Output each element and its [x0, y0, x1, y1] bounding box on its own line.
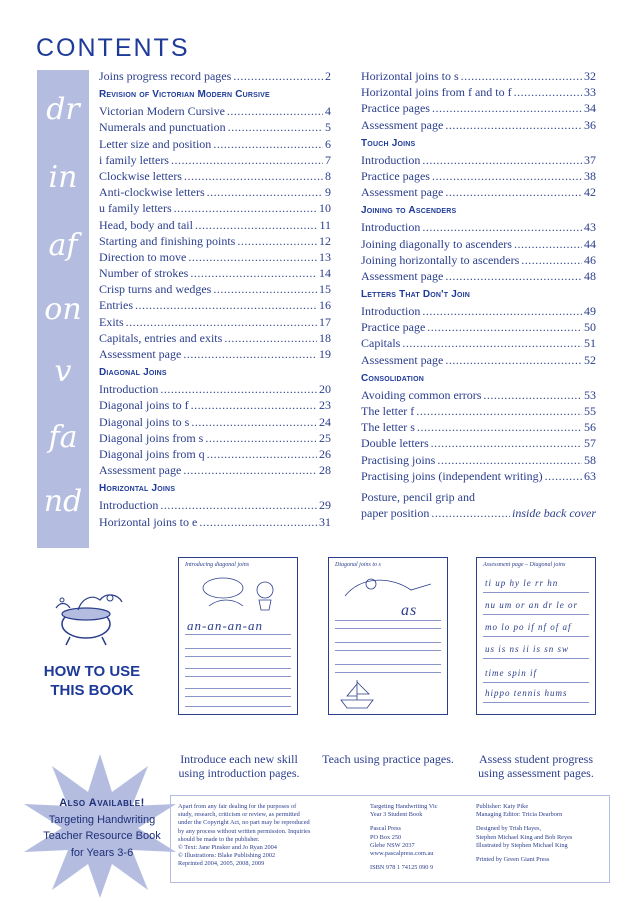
- dot-leader: [431, 505, 510, 521]
- imprint-line: Printed by Green Giant Press: [476, 856, 550, 864]
- toc-entry-page: 53: [584, 387, 596, 402]
- toc-entry: [361, 303, 596, 319]
- toc-entry: [99, 217, 331, 233]
- strip-letter: af: [48, 228, 78, 263]
- toc-entry-page: 20: [319, 382, 331, 397]
- sample-page-assessment: [476, 557, 596, 715]
- toc-entry: [361, 403, 596, 419]
- imprint-line: Targeting Handwriting Vic: [370, 803, 438, 810]
- toc-entry: [99, 297, 331, 313]
- toc-entry-page: 38: [584, 168, 596, 183]
- toc-entry-page: 10: [319, 201, 331, 216]
- imprint-line: should be made to the publisher.: [178, 835, 260, 843]
- toc-entry-page: 19: [319, 347, 331, 361]
- dot-leader: [445, 268, 582, 284]
- toc-entry: [99, 462, 331, 478]
- section-heading: Letters That Don't Join: [361, 289, 471, 301]
- toc-entry: [361, 387, 596, 403]
- toc-entry: [99, 68, 331, 84]
- imprint-line: Designed by Trish Hayes,: [476, 825, 542, 833]
- toc-entry: [99, 152, 331, 168]
- dot-leader: [174, 200, 317, 216]
- toc-entry: [361, 452, 596, 468]
- toc-entry-page: 42: [584, 185, 596, 200]
- cauldron-illustration: [48, 588, 130, 648]
- toc-entry: [99, 314, 331, 330]
- imprint-line: Glebe NSW 2037: [370, 841, 415, 849]
- dot-leader: [427, 319, 582, 335]
- toc-entry-label: Head, body and tail: [99, 217, 193, 232]
- toc-entry-page: 29: [319, 498, 331, 513]
- toc-entry: [361, 219, 596, 235]
- strip-letter: fa: [48, 420, 78, 455]
- toc-entry-label: Joining diagonally to ascenders: [361, 236, 512, 251]
- toc-entry-label: Capitals: [361, 336, 401, 351]
- dot-leader: [432, 100, 582, 116]
- strip-letter: dr: [46, 92, 80, 127]
- toc-entry: [361, 152, 596, 168]
- imprint-line: under the Copyright Act, no part may be reproduced: [178, 819, 310, 827]
- toc-entry-label: Avoiding common errors: [361, 387, 482, 402]
- toc-entry-page: 51: [584, 336, 596, 351]
- toc-entry-label: Assessment page: [99, 347, 182, 361]
- strip-letter: nd: [43, 484, 83, 519]
- toc-entry-page: 13: [319, 249, 331, 264]
- dot-leader: [190, 265, 317, 281]
- dot-leader: [160, 497, 317, 513]
- dot-leader: [228, 119, 323, 135]
- toc-entry: [361, 236, 596, 252]
- toc-entry-label: i family letters: [99, 152, 169, 167]
- toc-entry-label: Joining horizontally to ascenders: [361, 252, 520, 267]
- sample-cursive-text: time spin if: [485, 668, 537, 678]
- toc-entry-page: 36: [584, 117, 596, 132]
- toc-entry-label: Practising joins (independent writing): [361, 468, 543, 483]
- section-heading: Revision of Victorian Modern Cursive: [99, 89, 270, 101]
- toc-entry-label: Introduction: [361, 304, 421, 319]
- dot-leader: [422, 152, 582, 168]
- sample-page-header: Diagonal joins to s: [335, 562, 381, 568]
- toc-entry-page: 32: [584, 69, 596, 83]
- toc-entry-label: Diagonal joins from q: [99, 446, 205, 461]
- toc-entry: [361, 117, 596, 133]
- toc-entry-page: 58: [584, 452, 596, 467]
- toc-entry-page: 4: [325, 104, 331, 119]
- toc-entry: [99, 281, 331, 297]
- sample-cursive-text: us is ns ii is sn sw: [485, 644, 570, 654]
- toc-entry-label: The letter s: [361, 420, 415, 435]
- toc-entry-page: 48: [584, 268, 596, 283]
- how-to-use-heading: HOW TO USE THIS BOOK: [43, 663, 141, 699]
- dot-leader: [205, 430, 317, 446]
- sample-page-introduction: [178, 557, 298, 715]
- toc-entry-label: u family letters: [99, 201, 172, 216]
- sample-cursive-text: hippo tennis hums: [485, 688, 568, 698]
- caption-practice: Teach using practice pages.: [322, 752, 454, 766]
- toc-entry-label: Introduction: [99, 498, 159, 513]
- toc-entry: [99, 119, 331, 135]
- toc-entry-label: Assessment page: [361, 352, 444, 367]
- sample-illustration: [199, 572, 285, 612]
- toc-entry-label: Letter size and position: [99, 136, 212, 151]
- toc-entry: [99, 184, 331, 200]
- toc-entry: [361, 335, 596, 351]
- caption-assessment: Assess student progress using assessment pages.: [478, 752, 594, 780]
- toc-entry-page: 16: [319, 298, 331, 313]
- toc-entry-label: Capitals, entries and exits: [99, 330, 223, 345]
- dot-leader: [545, 468, 582, 484]
- cover-note: Posture, pencil grip and paper position ..... inside back cover: [361, 490, 596, 520]
- toc-entry-label: Numerals and punctuation: [99, 120, 226, 135]
- sample-page-practice: [328, 557, 448, 715]
- dot-leader: [199, 514, 317, 530]
- dot-leader: [445, 352, 582, 368]
- imprint-line: by any process without written permission. Inquiries: [178, 827, 311, 835]
- toc-entry-label: Diagonal joins from s: [99, 430, 204, 445]
- dot-leader: [224, 330, 317, 346]
- toc-entry-label: Anti-clockwise letters: [99, 185, 205, 200]
- toc-entry-page: 17: [319, 314, 331, 329]
- caption-introduction: Introduce each new skill using introduction pages.: [178, 752, 300, 780]
- toc-entry: [99, 414, 331, 430]
- toc-entry-page: 8: [325, 168, 331, 183]
- toc-entry-label: Assessment page: [99, 463, 182, 478]
- sample-cursive-text: ti up hy le rr hn: [485, 578, 559, 588]
- toc-entry-label: Introduction: [361, 220, 421, 235]
- toc-entry: [99, 346, 331, 362]
- toc-entry-label: Assessment page: [361, 117, 444, 132]
- dot-leader: [237, 233, 317, 249]
- toc-entry: [361, 268, 596, 284]
- dot-leader: [422, 219, 582, 235]
- imprint-line: www.pascalpress.com.au: [370, 850, 434, 858]
- dot-leader: [126, 314, 317, 330]
- dot-leader: [207, 446, 317, 462]
- toc-entry-label: Crisp turns and wedges: [99, 282, 212, 297]
- toc-entry: [361, 84, 596, 100]
- toc-entry: [99, 265, 331, 281]
- imprint-line: Reprinted 2004, 2005, 2008, 2009: [178, 860, 265, 868]
- toc-entry: [361, 100, 596, 116]
- toc-entry-page: 14: [319, 266, 331, 281]
- toc-entry-label: Assessment page: [361, 268, 444, 283]
- toc-entry-page: 43: [584, 220, 596, 235]
- strip-letter: in: [48, 160, 78, 195]
- section-heading: Horizontal Joins: [99, 483, 176, 495]
- toc-entry-label: Starting and finishing points: [99, 233, 236, 248]
- toc-entry-page: 56: [584, 420, 596, 435]
- dot-leader: [402, 335, 582, 351]
- dot-leader: [160, 381, 317, 397]
- dot-leader: [483, 387, 582, 403]
- toc-entry-label: The letter f: [361, 404, 415, 418]
- toc-entry-page: 33: [584, 85, 596, 100]
- toc-entry-page: 31: [319, 514, 331, 529]
- toc-entry-label: Double letters: [361, 436, 429, 451]
- sample-cursive-text: as: [401, 602, 418, 619]
- toc-entry: [361, 419, 596, 435]
- imprint-line: © Text: Jane Pinsker and Jo Ryan 2004: [178, 844, 277, 852]
- sample-cursive-text: nu um or an dr le or: [485, 600, 579, 610]
- toc-entry-page: 12: [319, 233, 331, 248]
- toc-entry-page: 6: [325, 136, 331, 151]
- imprint-line: Illustrated by Stephen Michael King: [476, 841, 568, 849]
- toc-entry-page: 25: [319, 430, 331, 445]
- sample-cursive-text: mo lo po if nf of af: [485, 622, 572, 632]
- toc-entry-label: Horizontal joins to s: [361, 69, 459, 83]
- section-heading: Joining to Ascenders: [361, 205, 457, 217]
- toc-entry-page: 63: [584, 468, 596, 483]
- toc-entry-page: 7: [325, 152, 331, 167]
- toc-entry: [99, 397, 331, 413]
- dot-leader: [431, 435, 582, 451]
- toc-entry-page: 2: [325, 69, 331, 83]
- toc-entry-label: Practice page: [361, 320, 426, 335]
- toc-entry-label: Diagonal joins to f: [99, 398, 189, 413]
- toc-entry-label: Introduction: [361, 152, 421, 167]
- toc-entry-label: Assessment page: [361, 185, 444, 200]
- imprint-line: ISBN 978 1 74125 090 9: [370, 864, 434, 872]
- ship-illustration: [337, 676, 377, 710]
- imprint-book-details: [370, 803, 438, 872]
- imprint-line: Stephen Michael King and Bob Reyes: [476, 833, 573, 841]
- sample-illustration: [341, 570, 437, 604]
- imprint-credits: [476, 803, 572, 864]
- imprint-copyright: [178, 803, 310, 869]
- imprint-line: PO Box 250: [370, 833, 402, 841]
- imprint-line: Managing Editor: Tricia Dearborn: [476, 811, 563, 819]
- dot-leader: [188, 249, 317, 265]
- toc-entry-page: 26: [319, 446, 331, 461]
- toc-entry-label: Horizontal joins to e: [99, 514, 198, 529]
- toc-entry-page: 46: [584, 252, 596, 267]
- cursive-letter-strip: [37, 70, 89, 548]
- toc-entry-label: Entries: [99, 298, 133, 313]
- toc-entry: [361, 352, 596, 368]
- toc-entry-page: 23: [319, 398, 331, 413]
- toc-entry-label: Practising joins: [361, 452, 436, 467]
- toc-entry-page: 11: [319, 217, 331, 232]
- dot-leader: [437, 452, 582, 468]
- toc-entry-page: 9: [325, 185, 331, 200]
- dot-leader: [195, 217, 317, 233]
- toc-entry-page: 55: [584, 404, 596, 418]
- section-heading: Diagonal Joins: [99, 367, 167, 379]
- toc-entry-page: 5: [325, 120, 331, 135]
- toc-entry-page: 50: [584, 320, 596, 335]
- toc-entry-label: Clockwise letters: [99, 168, 182, 183]
- dot-leader: [461, 68, 582, 84]
- section-heading: Touch Joins: [361, 137, 416, 149]
- dot-leader: [135, 297, 317, 313]
- toc-entry: [361, 68, 596, 84]
- dot-leader: [514, 84, 582, 100]
- also-available-text: Also Available! Targeting Handwriting Teacher Resource Book for Years 3-6: [43, 797, 161, 859]
- toc-entry: [361, 435, 596, 451]
- sample-page-header: Assessment page – Diagonal joins: [483, 562, 566, 568]
- dot-leader: [521, 252, 582, 268]
- page-title: CONTENTS: [36, 34, 190, 62]
- toc-entry: [361, 168, 596, 184]
- dot-leader: [445, 117, 582, 133]
- toc-entry-page: 15: [319, 282, 331, 297]
- toc-entry-page: 52: [584, 352, 596, 367]
- dot-leader: [417, 419, 582, 435]
- dot-leader: [171, 152, 323, 168]
- toc-entry: [99, 430, 331, 446]
- toc-entry-label: Number of strokes: [99, 266, 189, 281]
- dot-leader: [213, 281, 317, 297]
- dot-leader: [213, 136, 323, 152]
- toc-entry-page: 24: [319, 414, 331, 429]
- toc-entry: [99, 136, 331, 152]
- toc-entry-label: Horizontal joins from f and to f: [361, 85, 512, 100]
- toc-entry: [99, 200, 331, 216]
- dot-leader: [207, 184, 323, 200]
- imprint-line: Publisher: Katy Pike: [476, 803, 529, 810]
- toc-entry-page: 44: [584, 236, 596, 251]
- dot-leader: [233, 68, 323, 84]
- toc-entry: [361, 184, 596, 200]
- contents-left-column: [99, 68, 331, 530]
- sample-cursive-text: an-an-an-an: [187, 618, 263, 633]
- toc-entry: [99, 446, 331, 462]
- dot-leader: [422, 303, 582, 319]
- imprint-line: © Illustrations: Blake Publishing 2002: [178, 852, 276, 860]
- toc-entry-label: Diagonal joins to s: [99, 414, 190, 429]
- toc-entry: [361, 468, 596, 484]
- toc-entry: [99, 168, 331, 184]
- dot-leader: [191, 397, 317, 413]
- dot-leader: [191, 414, 317, 430]
- toc-entry-label: Introduction: [99, 382, 159, 397]
- imprint-line: Pascal Press: [370, 825, 401, 833]
- dot-leader: [514, 236, 582, 252]
- toc-entry-label: Exits: [99, 314, 124, 329]
- toc-entry: [99, 249, 331, 265]
- dot-leader: [416, 403, 582, 419]
- strip-letter: on: [44, 292, 82, 327]
- toc-entry: [99, 514, 331, 530]
- toc-entry: [99, 381, 331, 397]
- toc-entry-label: Direction to move: [99, 249, 187, 264]
- toc-entry-label: Joins progress record pages: [99, 69, 232, 83]
- dot-leader: [183, 346, 317, 362]
- toc-entry: [361, 319, 596, 335]
- toc-entry: [99, 103, 331, 119]
- toc-entry-label: Practice pages: [361, 101, 430, 116]
- dot-leader: [432, 168, 582, 184]
- strip-letter: v: [54, 354, 72, 389]
- toc-entry: [99, 233, 331, 249]
- toc-entry-page: 28: [319, 463, 331, 478]
- imprint-line: Year 3 Student Book: [370, 811, 423, 819]
- toc-entry: [99, 497, 331, 513]
- toc-entry-page: 57: [584, 436, 596, 451]
- imprint-line: Apart from any fair dealing for the purposes of: [178, 803, 297, 810]
- toc-entry-label: Victorian Modern Cursive: [99, 104, 225, 119]
- toc-entry: [361, 252, 596, 268]
- dot-leader: [183, 462, 317, 478]
- toc-entry-page: 37: [584, 152, 596, 167]
- toc-entry: [99, 330, 331, 346]
- toc-entry-page: 18: [319, 330, 331, 345]
- dot-leader: [184, 168, 323, 184]
- toc-entry-page: 34: [584, 101, 596, 116]
- contents-right-column: [361, 68, 596, 520]
- dot-leader: [227, 103, 323, 119]
- sample-page-header: Introducing diagonal joins: [185, 562, 250, 568]
- imprint-line: study, research, criticism or review, as permitted: [178, 811, 300, 819]
- section-heading: Consolidation: [361, 372, 424, 384]
- toc-entry-page: 49: [584, 304, 596, 319]
- toc-entry-label: Practice pages: [361, 168, 430, 183]
- dot-leader: [445, 184, 582, 200]
